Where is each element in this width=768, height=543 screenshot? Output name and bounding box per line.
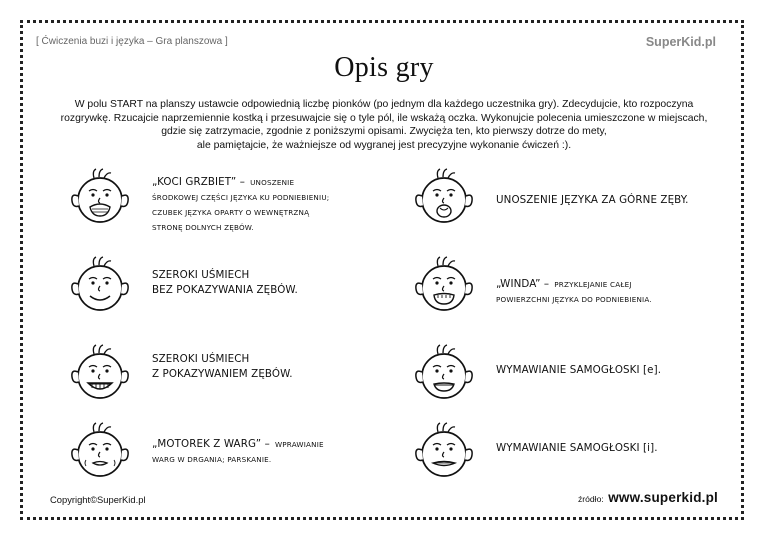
exercise-title: WYMAWIANIE SAMOGŁOSKI [e].	[496, 364, 662, 376]
exercise-detail: PRZYKLEJANIE CAŁEJ	[554, 280, 632, 289]
instruction-line: ale pamiętajcie, że ważniejsze od wygranej jest precyzyjne wykonanie ćwiczeń :).	[196, 139, 572, 151]
exercise-description	[152, 434, 324, 467]
exercise-title: BEZ POKAZYWANIA ZĘBÓW.	[152, 284, 298, 296]
exercise-title: „MOTOREK Z WARG” –	[152, 438, 270, 450]
source-link[interactable]: www.superkid.pl	[608, 490, 718, 505]
tongue-suction-face-icon	[412, 254, 476, 318]
exercise-detail: WARG W DRGANIA; PARSKANIE.	[152, 455, 272, 464]
exercise-title: UNOSZENIE JĘZYKA ZA GÓRNE ZĘBY.	[496, 194, 689, 206]
exercise-detail: POWIERZCHNI JĘZYKA DO PODNIEBIENIA.	[496, 295, 652, 304]
toothy-smile-face-icon	[68, 342, 132, 406]
exercise-description	[152, 268, 298, 298]
tongue-up-face-icon	[68, 166, 132, 230]
exercise-item	[412, 166, 732, 236]
brand-label: SuperKid.pl	[645, 35, 716, 49]
exercise-title: SZEROKI UŚMIECH	[152, 269, 250, 281]
lip-motor-face-icon	[68, 420, 132, 484]
exercise-detail: CZUBEK JĘZYKA OPARTY O WEWNĘTRZNĄ	[152, 208, 310, 217]
exercise-item	[412, 254, 732, 324]
instruction-line: gdzie się zatrzymacie, zgodnie z poniższymi opisami. Zwycięża ten, kto pierwszy dotrze do mety,	[161, 126, 607, 138]
exercise-item	[68, 420, 368, 490]
exercise-title: „KOCI GRZBIET” –	[152, 176, 245, 188]
vowel-i-face-icon	[412, 420, 476, 484]
exercise-item	[412, 420, 732, 490]
source-line	[578, 489, 718, 507]
copyright-label: Copyright©SuperKid.pl	[50, 494, 146, 505]
exercise-description	[496, 194, 688, 206]
exercise-description	[496, 364, 661, 376]
exercise-title: SZEROKI UŚMIECH	[152, 353, 250, 365]
vowel-e-face-icon	[412, 342, 476, 406]
exercise-description	[152, 172, 329, 235]
exercise-detail: ŚRODKOWEJ CZĘŚCI JĘZYKA KU PODNIEBIENIU;	[152, 193, 330, 202]
exercise-title: WYMAWIANIE SAMOGŁOSKI [i].	[496, 442, 658, 454]
page-title: Opis gry	[334, 52, 434, 83]
closed-smile-face-icon	[68, 254, 132, 318]
exercise-detail: WPRAWIANIE	[274, 440, 324, 449]
tongue-behind-teeth-face-icon	[412, 166, 476, 230]
exercise-title: „WINDA” –	[496, 278, 550, 290]
exercise-description	[496, 274, 652, 307]
exercise-item	[68, 254, 368, 324]
exercise-description	[152, 352, 293, 382]
exercise-item	[68, 342, 368, 412]
game-instructions	[28, 98, 740, 152]
exercise-description	[496, 442, 658, 454]
source-label: źródło:	[577, 494, 604, 504]
exercise-item	[68, 166, 368, 236]
category-label: [ Ćwiczenia buzi i języka – Gra planszowa ]	[36, 36, 228, 47]
exercise-title: Z POKAZYWANIEM ZĘBÓW.	[152, 368, 293, 380]
exercise-item	[412, 342, 732, 412]
exercise-detail: STRONĘ DOLNYCH ZĘBÓW.	[152, 223, 254, 232]
instruction-line: W polu START na planszy ustawcie odpowiednią liczbę pionków (po jednym dla każdego uczestnika gry). Zdecydujcie, kto rozpoczyna	[74, 99, 694, 110]
instruction-line: rozgrywkę. Rzucajcie naprzemiennie kostką i przesuwajcie się o tyle pól, ile wskażą oczka. Wykonujcie polecenia umieszczone w miejscach,	[60, 112, 708, 124]
exercise-detail: UNOSZENIE	[250, 178, 295, 187]
